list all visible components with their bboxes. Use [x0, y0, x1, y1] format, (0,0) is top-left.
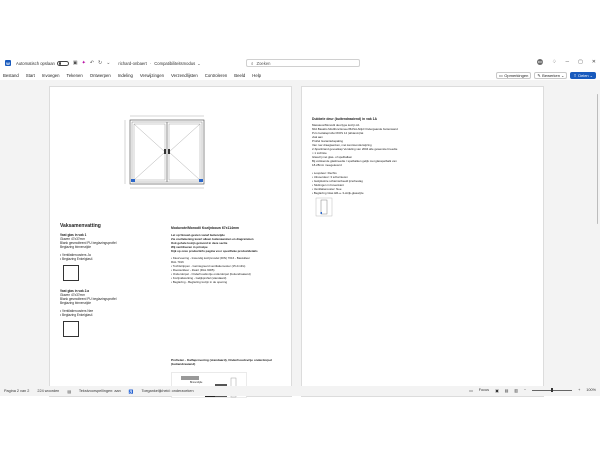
web-layout-icon[interactable]: ▥	[514, 388, 518, 393]
right-bullet: • Kozijnafwerking - Gelijkprofiel (standaard)	[171, 276, 227, 280]
right-note: Let op! Bouwt-gesten vanaf buitenzijde	[171, 233, 225, 237]
page2-line: Glasvrij met glas- of spelbalken	[312, 155, 353, 159]
left-section-title: Vaksamenvatting	[60, 223, 101, 229]
text-predictions[interactable]: Tekstvoorspellingen: aan	[78, 389, 121, 393]
share-button[interactable]	[570, 72, 596, 79]
zoom-slider[interactable]	[532, 390, 572, 391]
focus-icon: ▭	[469, 388, 473, 393]
customize-toolbar-icon[interactable]: ⌄	[106, 60, 111, 66]
word-window	[0, 56, 600, 397]
scrollbar-thumb[interactable]	[597, 94, 599, 224]
right-note: Kijk op onze productinfo pagina voor specifieke productdetails	[171, 249, 258, 253]
tab-verzendlijsten[interactable]: Verzendlijsten	[171, 72, 198, 78]
status-bar	[0, 386, 600, 396]
edit-label: Bewerken	[542, 72, 560, 78]
accessibility-icon: ♿	[128, 389, 134, 394]
tab-help[interactable]: Help	[252, 72, 262, 78]
door-thumbnail-drawing	[315, 197, 333, 217]
right-bullet: • Onderdorpel - Onderhoudsvrije onderdorpel (buitendraaiend)	[171, 272, 251, 276]
page2-bullet: • Ventilatierooster: Nee	[312, 187, 342, 191]
item1-line: Blank gesmolteerd PU beglazingsprofiel	[60, 241, 117, 245]
page-2[interactable]	[301, 86, 544, 397]
right-note: Ook gehele kozijn getoond in deze sectie	[171, 241, 228, 245]
right-section-title: Moduvote/Monodii Kozijnbouw 67x114mm	[171, 226, 240, 230]
tab-indeling[interactable]: Indeling	[117, 72, 133, 78]
tab-start[interactable]: Start	[25, 72, 35, 78]
pencil-icon: ✎	[537, 72, 541, 78]
search-box[interactable]	[246, 59, 360, 67]
page2-line: Profiel Garantiebepaling	[312, 139, 344, 143]
right-note: Zie vooltekening levert alleen buitenaanzien en diagrammen	[171, 237, 254, 241]
page2-line: 2-Spanbrand gevoelkap Verdeling van 2004 alle gewenste breedte	[312, 147, 398, 151]
item1-title: Vast glas in vak 1	[60, 233, 87, 237]
chevron-down-icon[interactable]: ⌄	[197, 60, 201, 66]
item1-line: Glazen 47x37mm	[60, 237, 85, 241]
maximize-icon[interactable]: ▢	[578, 59, 583, 65]
chevron-down-icon: ⌄	[560, 72, 565, 78]
word-count[interactable]: 224 woorden	[37, 389, 60, 393]
share-icon: ⇪	[573, 72, 577, 78]
autosave-label: Automatisch opslaan	[16, 60, 55, 66]
item2-bullet: • Ventilatieroosters Nee	[60, 309, 94, 313]
item2-line: Blank gesmolteerd PU beglazingsprofiel	[60, 297, 117, 301]
right-bullet: • Kleurvoering - Inwendig kozijnmodel (DIN) 7016 - Basiskleur	[171, 256, 251, 260]
right-note: Wij ventiliseren in principe	[171, 245, 208, 249]
zoom-out-icon[interactable]: −	[523, 388, 527, 392]
page2-line: Pu's Isolatieprofiel WOS 14 (afstand-)lat	[312, 131, 364, 135]
door-elevation-drawing	[122, 113, 212, 191]
comments-button[interactable]	[496, 72, 531, 79]
compatibility-mode: Compatibiliteitsmodus	[154, 60, 196, 66]
item1-line: Beglazing binnenzijde	[60, 245, 92, 249]
page2-bullet: • Getijdustrie scharnierbeeld ijzerbeslag	[312, 179, 363, 183]
zoom-level[interactable]: 100%	[586, 388, 596, 392]
item1-glass-thumbnail	[63, 265, 79, 281]
page2-line: ≈ 1 Lichtste	[312, 151, 327, 155]
undo-icon[interactable]: ↶	[89, 60, 95, 66]
tab-invoegen[interactable]: Invoegen	[41, 72, 60, 78]
zoom-in-icon[interactable]: +	[578, 388, 581, 392]
drawing-label: Binnenzijde	[190, 381, 203, 384]
page2-line: Massieve/Monodii deurtype kozijn A1	[312, 123, 360, 127]
tab-controleren[interactable]: Controleren	[204, 72, 228, 78]
page-count[interactable]: Pagina 2 van 2	[4, 389, 30, 393]
word-logo-icon: W	[6, 60, 10, 66]
page2-line: 18-28mm meegeleverd	[312, 163, 342, 167]
title-bar: W Automatisch opslaan ▣ ✦ ↶ ↻ ⌄ richard-onbaert · Compatibiliteitsmodus ⌄ ⌕ Zoeken RO ♢ ─ ▢ ✕	[6, 59, 596, 66]
proofing-icon[interactable]: ▤	[67, 389, 71, 394]
page2-line: Bij voldoende glasbreedte / spelbalken gelijk met glasspelbalk van	[312, 159, 397, 163]
page2-line: vlak aan	[312, 135, 323, 139]
item1-bullet: • Ventilatieroosters Ja	[60, 253, 91, 257]
item2-bullet: • Beglazing Enkelglas4	[60, 313, 93, 317]
profile-title: Profielen - Kalfaprovering (standaard), Onderhoudsvrije onderdorpel (buitendraaiend)	[171, 358, 272, 367]
page2-bullet: • Beglazing Glas HR++ 3-strijk-glaswijze	[312, 191, 364, 195]
tab-ontwerpen[interactable]: Ontwerpen	[89, 72, 111, 78]
comment-icon: ▭	[499, 72, 503, 78]
item2-line: Glazen 47x37mm	[60, 293, 85, 297]
minimize-icon[interactable]: ─	[565, 59, 570, 65]
document-name[interactable]: richard-onbaert	[118, 60, 147, 66]
page-1[interactable]	[49, 86, 292, 397]
page2-bullet: • Loopdeur: Rechts	[312, 171, 337, 175]
item1-bullet: • Beglazing Enkelglas4	[60, 257, 93, 261]
right-bullet: RAL 7016	[171, 260, 184, 264]
copilot-icon[interactable]: ✦	[81, 60, 86, 66]
item2-title: Vast glas in vak 2.a	[60, 289, 90, 293]
share-label: Delen	[578, 72, 589, 78]
tab-beeld[interactable]: Beeld	[234, 72, 246, 78]
tab-bestand[interactable]: Bestand	[3, 72, 19, 78]
search-icon: ⌕	[251, 60, 254, 66]
ribbon-tabs	[0, 70, 600, 80]
page2-title: Dubbele deur (buitendraaiend) in vak 1A	[312, 117, 377, 121]
redo-icon[interactable]: ↻	[98, 60, 103, 66]
item2-glass-thumbnail	[63, 321, 79, 337]
lightbulb-icon[interactable]: ♢	[552, 59, 557, 65]
page2-line: Van ruw draagwerken, met kennisonderwijzing	[312, 143, 372, 147]
item2-line: Beglazing binnenzijde	[60, 301, 92, 305]
edit-mode-button[interactable]	[534, 72, 567, 79]
comments-label: Opmerkingen	[504, 72, 529, 78]
tab-verwijzingen[interactable]: Verwijzingen	[139, 72, 165, 78]
chevron-down-icon: ⌄	[589, 72, 593, 78]
right-bullet: • Roosterkleur - Zwart (RAL 9005)	[171, 268, 215, 272]
read-mode-icon[interactable]: ▣	[495, 388, 499, 393]
save-icon[interactable]: ▣	[72, 60, 78, 66]
avatar[interactable]: RO	[537, 60, 543, 64]
tab-tekenen[interactable]: Tekenen	[66, 72, 83, 78]
page2-line: 60A Basalto Modifunctioneel BASA Altijd Ondergaande buitenwand	[312, 127, 398, 131]
focus-mode[interactable]: Focus	[478, 388, 490, 392]
right-bullet: • Tochtstrippen - Geïntegreerd ventilatierooster (15 dm3/s)	[171, 264, 246, 268]
print-layout-icon[interactable]: ▤	[504, 388, 509, 393]
accessibility-status[interactable]: Toegankelijkheid: onderzoeken	[141, 389, 194, 393]
search-input[interactable]: Zoeken	[256, 60, 271, 66]
close-icon[interactable]: ✕	[591, 59, 596, 65]
right-bullet: • Beglazing - Beglazing kozijn in de opening	[171, 280, 228, 284]
page2-bullet: • Uitvoerdeur: 3 scharnieren	[312, 175, 348, 179]
page2-bullet: • Sluitingen in bovenkant	[312, 183, 344, 187]
vertical-scrollbar[interactable]	[596, 86, 599, 394]
autosave-toggle[interactable]	[57, 61, 69, 66]
